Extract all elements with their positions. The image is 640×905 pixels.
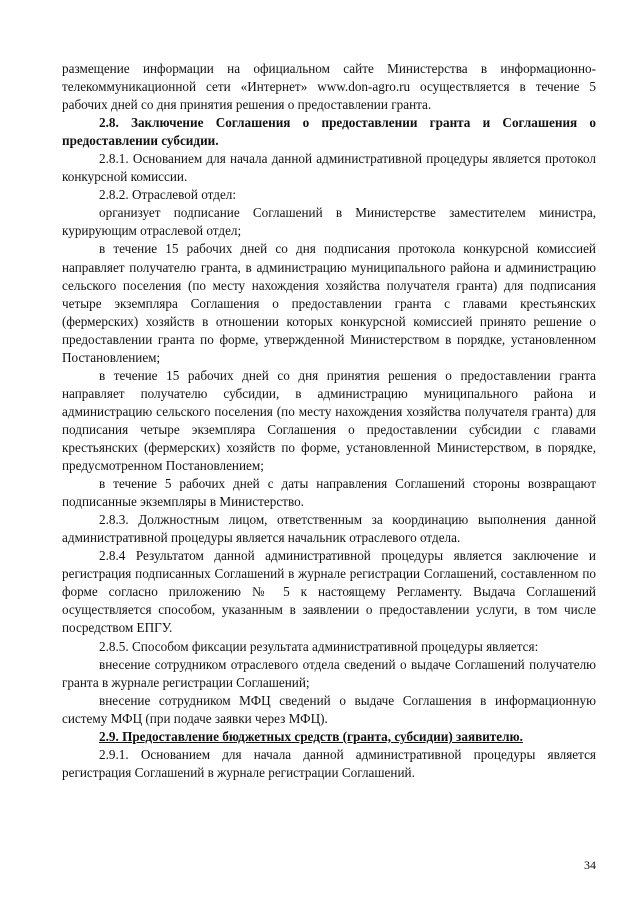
document-page	[62, 60, 596, 782]
section-heading-2-8: 2.8. Заключение Соглашения о предоставлении гранта и Соглашения о предоставлении субсидии.	[62, 115, 596, 149]
list-item-return: в течение 5 рабочих дней с даты направления Соглашений стороны возвращают подписанные экземпляры в Министерство.	[62, 476, 596, 510]
paragraph-2-8-3: 2.8.3. Должностным лицом, ответственным за координацию выполнения данной административной процедуры является начальник отраслевого отдела.	[62, 512, 596, 546]
list-item-journal: внесение сотрудником отраслевого отдела сведений о выдаче Соглашений получателю гранта в журнале регистрации Соглашений;	[62, 656, 596, 690]
list-item-grant-send: в течение 15 рабочих дней со дня подписания протокола конкурсной комиссией направляет получателю гранта, в администрацию муниципального района и администрацию сельского поселения (по месту нахождения хозяйства получателя гранта) для подписания четыре экземпляра Соглашения о предоставлении гранта с главами крестьянских (фермерских) хозяйств в отношении которых конкурсной комиссией принято решение о предоставлении гранта по форме, утвержденной Министерством в порядке, установленном Постановлением;	[62, 241, 596, 365]
paragraph-2-9-1: 2.9.1. Основанием для начала данной административной процедуры является регистрация Соглашений в журнале регистрации Соглашений.	[62, 746, 596, 780]
paragraph-2-8-5: 2.8.5. Способом фиксации результата административной процедуры является:	[99, 638, 539, 654]
paragraph-2-8-1: 2.8.1. Основанием для начала данной административной процедуры является протокол конкурсной комиссии.	[62, 151, 596, 185]
list-item-mfc: внесение сотрудником МФЦ сведений о выдаче Соглашения в информационную систему МФЦ (при подаче заявки через МФЦ).	[62, 692, 596, 726]
paragraph-2-8-4: 2.8.4 Результатом данной административной процедуры является заключение и регистрация подписанных Соглашений в журнале регистрации Соглашений, составленном по форме согласно приложению № 5 к настоящему Регламенту. Выдача Соглашений осуществляется способом, указанным в заявлении о предоставлении услуги, в том числе посредством ЕПГУ.	[62, 548, 596, 636]
section-heading-2-9: 2.9. Предоставление бюджетных средств (гранта, субсидии) заявителю.	[99, 728, 523, 744]
page-number: 34	[584, 858, 596, 872]
list-item-subsidy-send: в течение 15 рабочих дней со дня принятия решения о предоставлении гранта направляет получателю субсидии, в администрацию муниципального района и администрацию сельского поселения (по месту нахождения хозяйства получателя гранта) для подписания четыре экземпляра Соглашения о предоставлении субсидии с главами крестьянских (фермерских) хозяйств по форме, установленной Министерством, в порядке, предусмотренном Постановлением;	[62, 367, 596, 474]
paragraph-continuation: размещение информации на официальном сайте Министерства в информационно-телекоммуникационной сети «Интернет» www.don-agro.ru осуществляется в течение 5 рабочих дней со дня принятия решения о предоставлении гранта.	[62, 61, 596, 113]
list-item-sign: организует подписание Соглашений в Министерстве заместителем министра, курирующим отраслевой отдел;	[62, 205, 596, 239]
paragraph-2-8-2: 2.8.2. Отраслевой отдел:	[99, 187, 237, 203]
